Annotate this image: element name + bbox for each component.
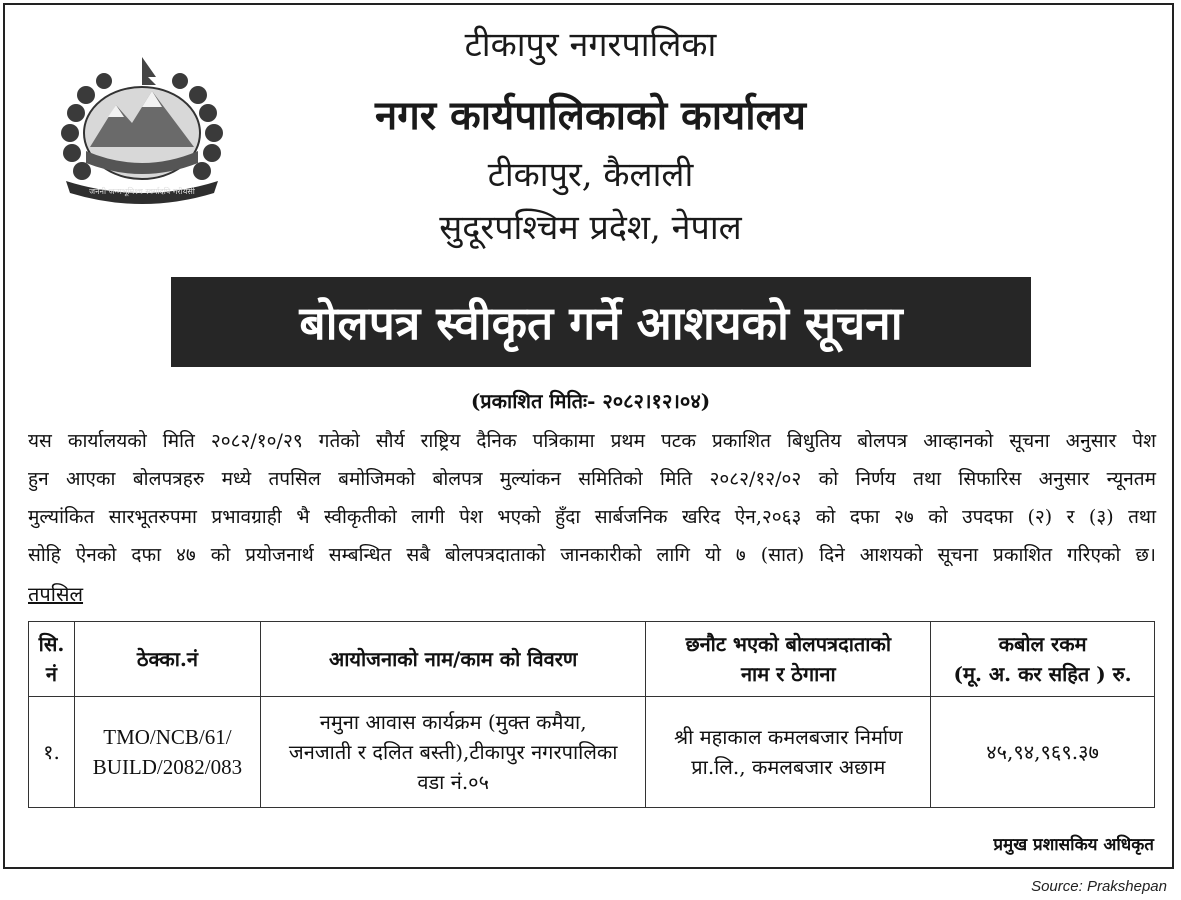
project-line: जनजाती र दलित बस्ती),टीकापुर नगरपालिका xyxy=(288,740,618,764)
cell-sn: १. xyxy=(29,697,75,808)
header-sn-line: नं xyxy=(45,662,58,686)
contract-line: TMO/NCB/61/ xyxy=(103,725,232,749)
header-project: आयोजनाको नाम/काम को विवरण xyxy=(260,622,646,697)
cell-bidder xyxy=(646,697,931,808)
header-bidder xyxy=(646,622,931,697)
table-header-row xyxy=(29,622,1155,697)
bid-table xyxy=(28,621,1155,808)
header-amount-line: कबोल रकम xyxy=(998,632,1087,656)
office-location: टीकापुर, कैलाली xyxy=(487,155,694,195)
header-contract-no: ठेक्का.नं xyxy=(74,622,260,697)
body-line: सोहि ऐनको दफा ४७ को प्रयोजनार्थ सम्बन्धित सबै बोलपत्रदाताको जानकारीको लागि यो ७ (सात) दिने आशयको सूचना प्रकाशित गरिएको छ। xyxy=(28,544,1156,566)
source-credit: Source: Prakshepan xyxy=(1031,878,1167,895)
notice-body xyxy=(28,422,1156,574)
project-line: नमुना आवास कार्यक्रम (मुक्त कमैया, xyxy=(319,710,587,734)
province-country: सुदूरपश्चिम प्रदेश, नेपाल xyxy=(439,208,742,248)
header-sn-line: सि. xyxy=(38,632,65,656)
cell-amount: ४५,९४,९६९.३७ xyxy=(931,697,1155,808)
bidder-line: प्रा.लि., कमलबजार अछाम xyxy=(691,755,886,779)
svg-text:जननी जन्मभूमिश्च स्वर्गादपि गर: जननी जन्मभूमिश्च स्वर्गादपि गरीयसी xyxy=(89,187,195,196)
bidder-line: श्री महाकाल कमलबजार निर्माण xyxy=(673,725,903,749)
header-bidder-line: छनौट भएको बोलपत्रदाताको xyxy=(685,632,892,656)
cell-project xyxy=(260,697,646,808)
office-name: नगर कार्यपालिकाको कार्यालय xyxy=(375,92,806,139)
body-line: मुल्यांकित सारभूतरुपमा प्रभावग्राही भै स्वीकृतीको लागी पेश भएको हुँदा सार्बजनिक खरिद ऐन,२०६३ को दफा २७ को उपदफा (२) र (३) तथा xyxy=(28,506,1156,528)
header-bidder-line: नाम र ठेगाना xyxy=(740,662,836,686)
body-line: यस कार्यालयको मिति २०८२/१०/२९ गतेको सौर्य राष्ट्रिय दैनिक पत्रिकामा प्रथम पटक प्रकाशित बिधुतिय बोलपत्र आव्हानको सूचना अनुसार पेश xyxy=(28,430,1156,452)
tapsil-label: तपसिल xyxy=(28,582,84,606)
header-amount-line: (मू. अ. कर सहित ) रु. xyxy=(953,662,1132,686)
project-line: वडा नं.०५ xyxy=(417,770,489,794)
body-line: हुन आएका बोलपत्रहरु मध्ये तपसिल बमोजिमको बोलपत्र मुल्यांकन समितिको मिति २०८२/१२/०२ को निर्णय तथा सिफारिस अनुसार न्यूनतम xyxy=(28,468,1156,490)
contract-line: BUILD/2082/083 xyxy=(92,755,243,779)
signature-title: प्रमुख प्रशासकिय अधिकृत xyxy=(993,835,1154,855)
header-amount xyxy=(931,622,1155,697)
published-date: (प्रकाशित मितिः- २०८२।१२।०४) xyxy=(470,389,711,413)
cell-contract-no xyxy=(74,697,260,808)
municipality-name: टीकापुर नगरपालिका xyxy=(464,25,717,65)
header-sn xyxy=(29,622,75,697)
table-row xyxy=(29,697,1155,808)
notice-title: बोलपत्र स्वीकृत गर्ने आशयको सूचना xyxy=(171,277,1031,367)
